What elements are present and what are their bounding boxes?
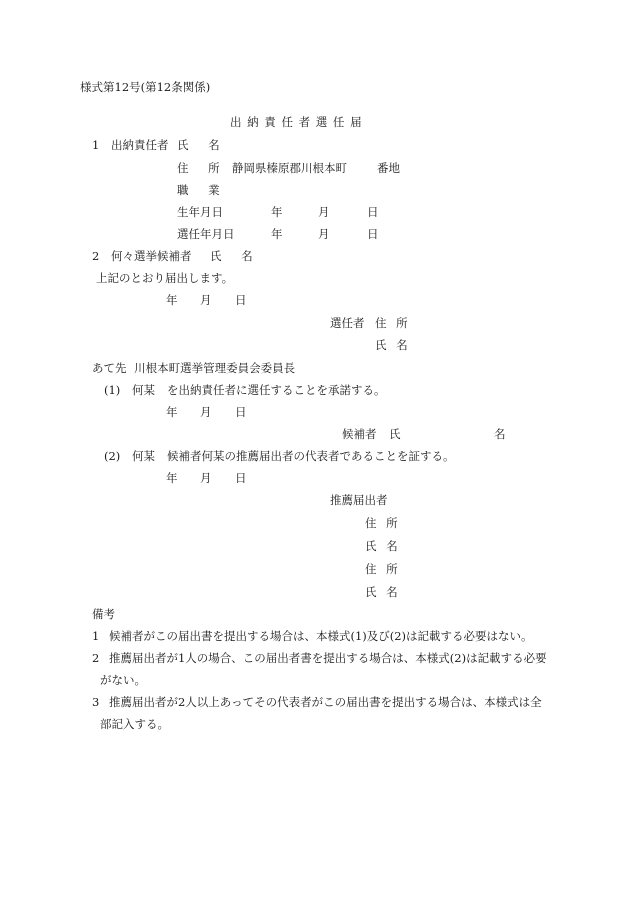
submission-year: 年 — [166, 293, 178, 307]
note-2-line2: がない。 — [100, 673, 146, 687]
consent1-text: を出納責任者に選任することを承諾する。 — [167, 383, 386, 397]
recommender-label: 推薦届出者 — [330, 493, 388, 507]
appointer-label: 選任者 — [330, 316, 365, 330]
consent2-text: 候補者何某の推薦届出者の代表者であることを証する。 — [167, 449, 455, 463]
consent2-number: (2) — [104, 449, 121, 463]
submission-statement: 上記のとおり届出します。 — [96, 271, 234, 285]
document-title: 出 納 責 任 者 選 任 届 — [230, 115, 362, 129]
recommender1-address-label: 住 所 — [365, 516, 398, 530]
notes-title: 備考 — [92, 607, 115, 621]
recommender1-name-label: 氏 名 — [365, 539, 398, 553]
note-2-line1: 2 推薦届出者が1人の場合、この届出者書を提出する場合は、本様式(2)は記載する必要 — [92, 651, 547, 665]
appointer-address-label: 住 所 — [375, 316, 408, 330]
recommender2-name-label: 氏 名 — [365, 585, 398, 599]
addressee: あて先 川根本町選挙管理委員会委員長 — [92, 361, 296, 375]
birthdate-year: 年 — [271, 205, 283, 219]
treasurer-name-label: 氏 名 — [177, 138, 220, 152]
form-number: 様式第12号(第12条関係) — [80, 80, 211, 94]
birthdate-day: 日 — [367, 205, 379, 219]
treasurer-address-value: 静岡県榛原郡川根本町 — [232, 161, 347, 175]
consent1-number: (1) — [104, 383, 121, 397]
section1-label: 1 出納責任者 — [92, 138, 169, 152]
candidate-signature-label: 候補者 — [342, 427, 377, 441]
consent2-day: 日 — [235, 471, 247, 485]
appointment-day: 日 — [367, 227, 379, 241]
consent2-month: 月 — [200, 471, 212, 485]
consent1-month: 月 — [200, 405, 212, 419]
note-3-line1: 3 推薦届出者が2人以上あってその代表者がこの届出書を提出する場合は、本様式は全 — [92, 695, 542, 709]
recommender2-address-label: 住 所 — [365, 562, 398, 576]
section2-label: 2 何々選挙候補者 — [92, 249, 192, 263]
note-3-line2: 部記入する。 — [100, 717, 169, 731]
note-1: 1 候補者がこの届出書を提出する場合は、本様式(1)及び(2)は記載する必要はない。 — [92, 629, 533, 643]
consent1-year: 年 — [166, 405, 178, 419]
appointment-month: 月 — [318, 227, 330, 241]
appointer-name-label: 氏 名 — [375, 338, 408, 352]
consent2-year: 年 — [166, 471, 178, 485]
appointment-year: 年 — [271, 227, 283, 241]
candidate-name-first: 氏 — [389, 427, 401, 441]
candidate-name-label: 氏 名 — [210, 249, 253, 263]
candidate-name-last: 名 — [494, 427, 506, 441]
consent1-who: 何某 — [132, 383, 155, 397]
submission-day: 日 — [235, 293, 247, 307]
consent2-who: 何某 — [132, 449, 155, 463]
consent1-day: 日 — [235, 405, 247, 419]
treasurer-banchi: 番地 — [377, 161, 400, 175]
appointment-date-label: 選任年月日 — [177, 227, 235, 241]
treasurer-address-label: 住 所 — [177, 161, 220, 175]
treasurer-occupation-label: 職 業 — [177, 183, 220, 197]
birthdate-month: 月 — [318, 205, 330, 219]
birthdate-label: 生年月日 — [177, 205, 223, 219]
submission-month: 月 — [200, 293, 212, 307]
